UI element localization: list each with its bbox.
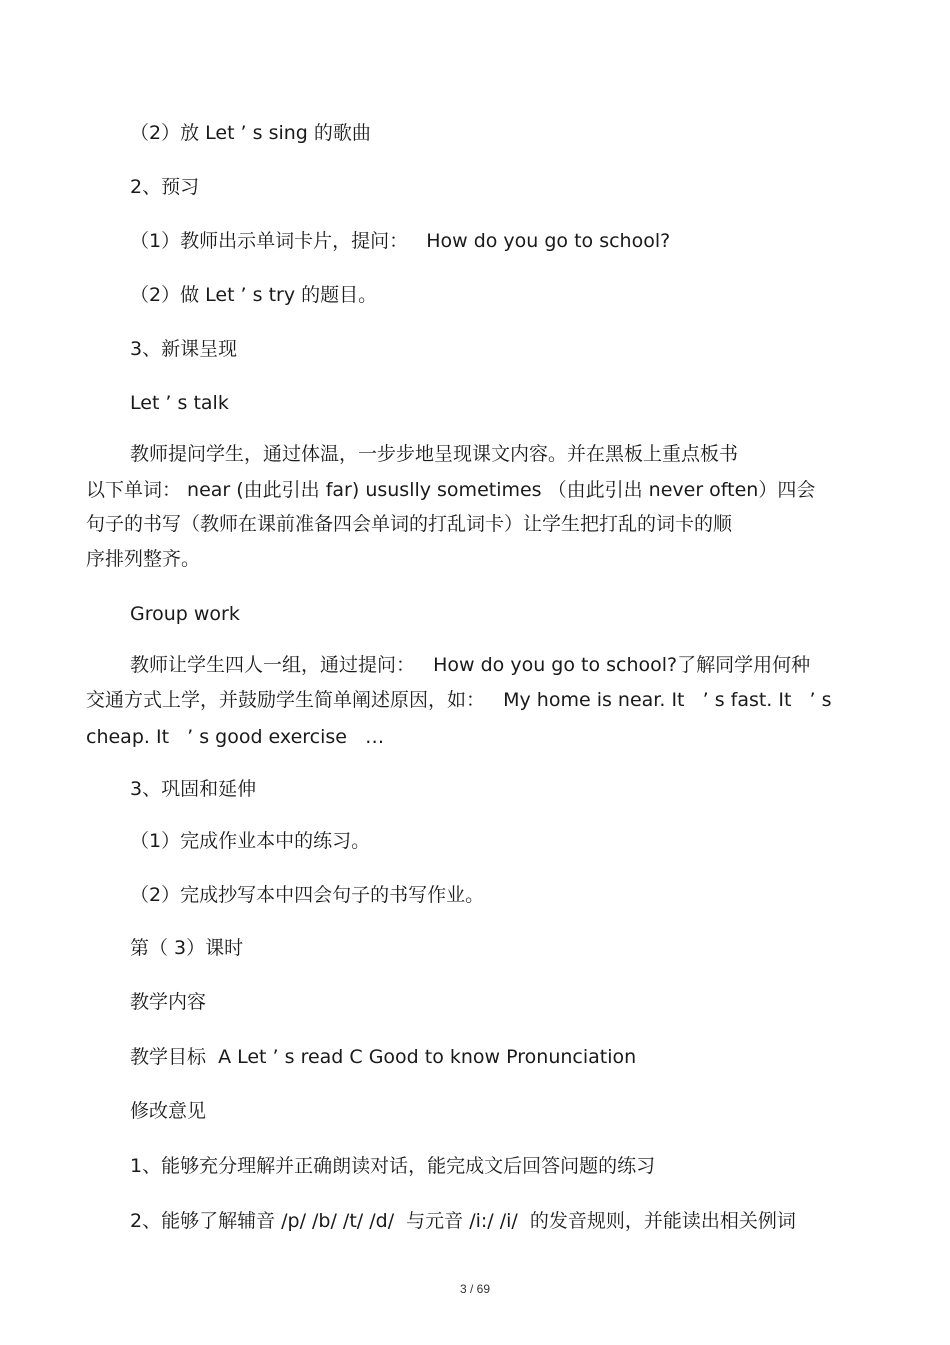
subheading: Let ’ s talk [130, 392, 229, 414]
paragraph-line: 教师让学生四人一组，通过提问： How do you go to school?了解同学用何种 [130, 654, 811, 676]
text-line: 1、能够充分理解并正确朗读对话，能完成文后回答问题的练习 [130, 1155, 656, 1177]
paragraph-line: 教师提问学生，通过体温，一步步地呈现课文内容。并在黑板上重点板书 [130, 443, 739, 465]
section-heading: 2、预习 [130, 176, 200, 198]
text-line: （1）教师出示单词卡片，提问： How do you go to school? [130, 230, 671, 252]
subheading: Group work [130, 603, 240, 625]
paragraph-line: 交通方式上学，并鼓励学生简单阐述原因，如： My home is near. It ’ s fast. It ’ s [86, 689, 832, 711]
text-line: 2、能够了解辅音 /p/ /b/ /t/ /d/ 与元音 /i:/ /i/ 的发音规则，并能读出相关例词 [130, 1210, 796, 1232]
paragraph-line: 句子的书写（教师在课前准备四会单词的打乱词卡）让学生把打乱的词卡的顺 [86, 513, 733, 535]
paragraph-line: 序排列整齐。 [86, 548, 201, 570]
lesson-heading: 第（ 3）课时 [130, 937, 244, 959]
text-line: 修改意见 [130, 1100, 207, 1122]
text-line: （2）完成抄写本中四会句子的书写作业。 [130, 884, 485, 906]
text-line: （2）放 Let ’ s sing 的歌曲 [130, 122, 371, 144]
section-heading: 3、新课呈现 [130, 338, 238, 360]
section-heading: 3、巩固和延伸 [130, 778, 257, 800]
text-line: （2）做 Let ’ s try 的题目。 [130, 284, 378, 306]
text-line: （1）完成作业本中的练习。 [130, 830, 371, 852]
paragraph-line: cheap. It ’ s good exercise … [86, 726, 385, 748]
page-number: 3 / 69 [459, 1282, 491, 1296]
text-line: 教学内容 [130, 991, 207, 1013]
text-line: 教学目标 A Let ’ s read C Good to know Pronunciation [130, 1046, 637, 1068]
paragraph-line: 以下单词： near (由此引出 far) ususlly sometimes （由此引出 never often）四会 [86, 479, 816, 501]
